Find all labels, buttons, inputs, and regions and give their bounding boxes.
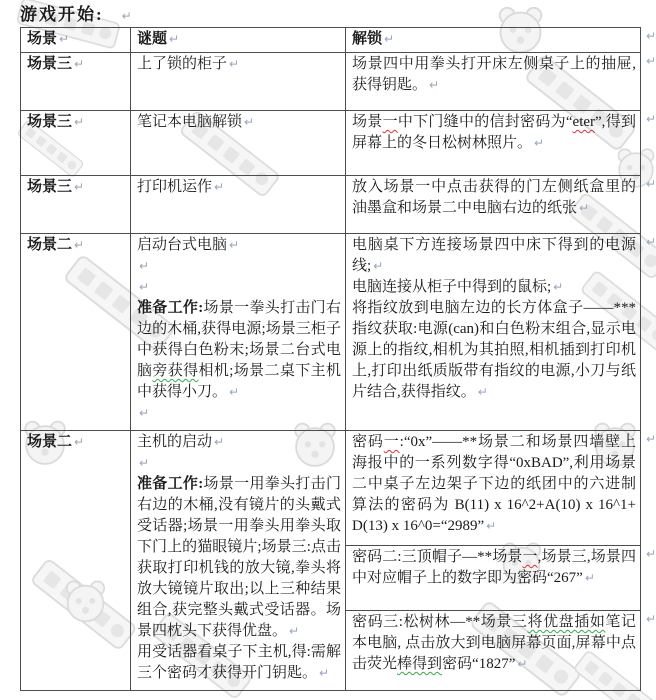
paragraph <box>352 547 636 589</box>
text-run: 一 <box>522 549 538 565</box>
paragraph-mark-icon: ↵ <box>429 78 440 92</box>
table-cell[interactable] <box>346 431 641 546</box>
paragraph-mark-icon: ↵ <box>74 115 85 129</box>
table-row <box>21 176 641 234</box>
paragraph <box>352 29 636 50</box>
text-run: 主机的启动 <box>137 434 213 450</box>
row-end-mark: ↵ <box>646 111 656 126</box>
text-run: 解锁 <box>352 31 383 47</box>
table-cell[interactable] <box>21 111 131 176</box>
text-run: 场景 <box>352 114 383 130</box>
paragraph <box>137 256 341 277</box>
text-run: 电脑连接从柜子中得到的鼠标; <box>352 279 552 295</box>
text-run: eter <box>572 114 596 130</box>
table-cell[interactable] <box>21 176 131 234</box>
row-end-mark: ↵ <box>646 53 656 68</box>
text-run: 电脑桌下方连接场景四中床下得到的电源线; <box>352 237 636 274</box>
paragraph-mark-icon: ↵ <box>74 435 85 449</box>
text-run: 棒得到 <box>397 656 443 672</box>
table-cell[interactable] <box>131 111 346 176</box>
text-run: 将优盘插如 <box>527 614 606 630</box>
paragraph <box>27 177 126 198</box>
table-cell[interactable] <box>131 53 346 111</box>
paragraph-mark-icon: ↵ <box>579 201 590 215</box>
text-run: 密码 <box>352 434 384 450</box>
text-run: 场景二 <box>27 237 73 253</box>
paragraph <box>352 112 636 154</box>
text-run: 笔记本电脑解锁 <box>137 114 243 130</box>
table-row <box>21 431 641 546</box>
paragraph-mark-icon: ↵ <box>214 435 225 449</box>
paragraph-mark-icon: ↵ <box>169 32 180 46</box>
text-run: 场景一用拳头打击门右边的木桶,没有镜片的头戴式受话器;场景一用拳头用拳头取下门上的猫眼镜片;场景三:点击获取打印机钱的放大镜,拳头将放大镜镜片取出;以上三种结果组合,获完整头戴式受话器。场景四枕头下获得优盘。 <box>137 476 341 639</box>
table-cell[interactable] <box>21 431 131 691</box>
table-cell[interactable] <box>21 53 131 111</box>
paragraph-mark-icon: ↵ <box>214 180 225 194</box>
text-run: 放入场景一中点击获得的门左侧纸盒里的油墨盒和场景二中电脑右边的纸张 <box>352 179 636 216</box>
paragraph-mark-icon: ↵ <box>486 519 497 533</box>
text-run: 上了锁的柜子 <box>137 56 228 72</box>
paragraph-mark-icon: ↵ <box>244 115 255 129</box>
paragraph-mark-icon: ↵ <box>584 571 595 585</box>
paragraph <box>137 453 341 474</box>
table-cell[interactable] <box>346 176 641 234</box>
table-row <box>21 234 641 431</box>
text-run: 密码“1827” <box>442 656 516 672</box>
paragraph-mark-icon: ↵ <box>139 456 150 470</box>
text-run: 一 <box>382 114 398 130</box>
paragraph <box>352 54 636 96</box>
text-run: 场景三 <box>27 56 73 72</box>
paragraph-mark-icon: ↵ <box>74 57 85 71</box>
paragraph-mark-icon: ↵ <box>229 238 240 252</box>
text-run: ”,得到屏幕上的冬日松树林照片。 <box>352 114 636 151</box>
row-end-mark: ↵ <box>646 611 656 626</box>
table-row <box>21 111 641 176</box>
paragraph-mark-icon: ↵ <box>121 9 132 23</box>
paragraph-mark-icon: ↵ <box>139 280 150 294</box>
paragraph <box>137 298 341 403</box>
paragraph <box>352 177 636 219</box>
row-end-mark: ↵ <box>646 28 656 43</box>
paragraph-mark-icon: ↵ <box>74 180 85 194</box>
text-run: 场景 <box>27 31 58 47</box>
paragraph <box>352 235 636 277</box>
table-cell[interactable] <box>21 234 131 431</box>
paragraph <box>27 54 126 75</box>
table-cell[interactable] <box>346 53 641 111</box>
paragraph <box>137 235 341 256</box>
table-row <box>21 53 641 111</box>
paragraph <box>352 277 636 298</box>
paragraph-mark-icon: ↵ <box>477 385 488 399</box>
table-cell[interactable] <box>21 28 131 53</box>
text-run: ,场景三,场景四中对应帽子上的数字即为密码“267” <box>352 549 636 586</box>
paragraph <box>137 432 341 453</box>
text-run: 打印机运作 <box>137 179 213 195</box>
table-cell[interactable] <box>346 234 641 431</box>
paragraph <box>352 298 636 403</box>
page-title-text: 游戏开始: <box>20 5 104 24</box>
paragraph <box>137 112 341 133</box>
text-run: 启动台式电脑 <box>137 237 228 253</box>
paragraph <box>27 432 126 453</box>
text-run: 场景四中用拳头打开床左侧桌子上的抽屉,获得钥匙。 <box>352 56 636 93</box>
paragraph-mark-icon: ↵ <box>289 624 300 638</box>
text-run: 准备工作: <box>137 300 204 316</box>
paragraph <box>137 177 341 198</box>
paragraph-mark-icon: ↵ <box>229 385 240 399</box>
paragraph <box>352 612 636 675</box>
paragraph-mark-icon: ↵ <box>229 57 240 71</box>
header-row <box>21 28 641 53</box>
row-end-mark: ↵ <box>646 431 656 446</box>
text-run: 笔记本电脑, 点击放大到电脑屏幕页面,屏幕中点击荧光 <box>352 614 636 672</box>
table-cell[interactable] <box>346 546 641 611</box>
paragraph <box>137 403 341 424</box>
text-run: 一 <box>383 434 400 450</box>
paragraph-mark-icon: ↵ <box>553 280 564 294</box>
text-run: 将指纹放到电脑左边的长方体盒子——***指纹获取:电源(can)和白色粉末组合,显示电源上的指纹,相机为其拍照,相机插到打印机上,打印出纸质版带有指纹的电源,小刀与纸片结合,获得指纹。 <box>352 300 636 400</box>
paragraph-mark-icon: ↵ <box>74 238 85 252</box>
table-cell[interactable] <box>131 176 346 234</box>
paragraph-mark-icon: ↵ <box>139 406 150 420</box>
paragraph-mark-icon: ↵ <box>319 666 330 680</box>
paragraph-mark-icon: ↵ <box>373 259 384 273</box>
text-run: :“0x”——**场景二和场景四墙壁上海报中的一系列数字得“0xBAD”,利用场景二中桌子左边架子下边的纸团中的六进制算法的密码为 B(11) x 16^2+A(10) x 16^1+ D(13) x 16^0=“2989” <box>352 434 636 534</box>
row-end-mark: ↵ <box>646 234 656 249</box>
paragraph <box>137 29 341 50</box>
text-run: 场景三 <box>27 179 73 195</box>
table-cell[interactable] <box>131 431 346 691</box>
text-run: 中下门缝中的信封密码为“ <box>397 114 573 130</box>
paragraph <box>137 54 341 75</box>
paragraph <box>137 474 341 642</box>
text-run: 场景二 <box>27 434 73 450</box>
table-cell[interactable] <box>346 611 641 691</box>
table-cell[interactable] <box>131 28 346 53</box>
page-title[interactable] <box>20 3 656 27</box>
text-run: 密码二:三顶帽子—**场景 <box>352 549 523 565</box>
table-cell[interactable] <box>131 234 346 431</box>
paragraph <box>352 432 636 537</box>
text-run: 相机;场景二桌下主机中获得小刀。 <box>137 363 341 400</box>
paragraph <box>137 642 341 684</box>
text-run: 谜题 <box>137 31 168 47</box>
paragraph-mark-icon: ↵ <box>534 136 545 150</box>
walkthrough-table <box>20 27 641 691</box>
text-run: 旁获得 <box>152 363 199 379</box>
paragraph-mark-icon: ↵ <box>139 259 150 273</box>
text-run: 准备工作: <box>137 476 204 492</box>
text-run: 场景三 <box>27 114 73 130</box>
paragraph-mark-icon: ↵ <box>384 32 395 46</box>
table-cell[interactable] <box>346 28 641 53</box>
table-cell[interactable] <box>346 111 641 176</box>
row-end-mark: ↵ <box>646 176 656 191</box>
paragraph <box>137 277 341 298</box>
paragraph-mark-icon: ↵ <box>59 32 70 46</box>
text-run: 密码三:松树林—**场景三 <box>352 614 528 630</box>
paragraph <box>27 29 126 50</box>
paragraph <box>27 112 126 133</box>
row-end-mark: ↵ <box>646 546 656 561</box>
text-run: 用受话器看桌子下主机,得:需解三个密码才获得开门钥匙。 <box>137 644 341 681</box>
text-run: 场景一拳头打击门右边的木桶,获得电源;场景三柜子中获得白色粉末;场景二台式电脑 <box>137 300 341 379</box>
paragraph <box>27 235 126 256</box>
paragraph-mark-icon: ↵ <box>517 657 528 671</box>
